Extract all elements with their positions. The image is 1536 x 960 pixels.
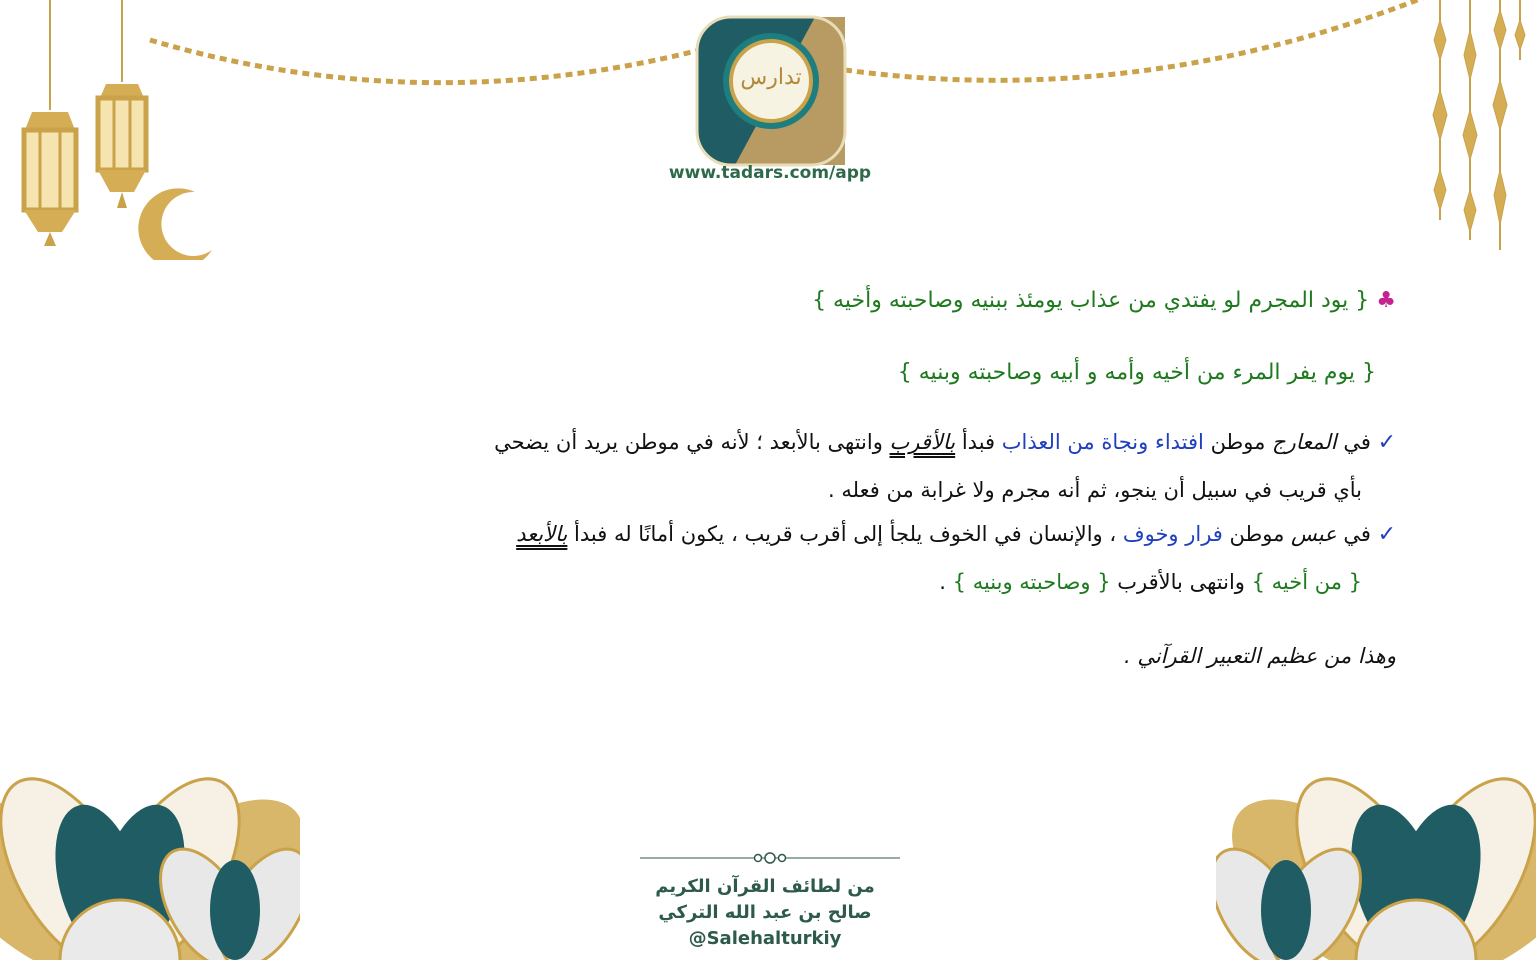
footer-handle[interactable]: @Salehalturkiy: [688, 928, 842, 949]
p2-text-e: ، والإنسان في الخوف يلجأ إلى أقرب قريب ، يكون أمانًا له فبدأ: [567, 522, 1123, 546]
p2-surah-name: عبس: [1291, 522, 1337, 546]
tadars-app-logo: [695, 15, 847, 167]
p2-text-a: في: [1336, 522, 1371, 546]
p2-emphasis: بالأبعد: [516, 522, 568, 546]
footer: [620, 874, 910, 952]
lantern-left-decoration: [0, 0, 230, 260]
p1-emphasis: بالأقرب: [889, 430, 956, 454]
check-mark-icon: ✓: [1377, 522, 1396, 547]
p2-text-c: موطن: [1222, 522, 1292, 546]
p1-highlight: افتداء ونجاة من العذاب: [1001, 430, 1204, 454]
p1-surah-name: المعارج: [1272, 430, 1337, 454]
closing-line: وهذا من عظيم التعبير القرآني .: [1123, 644, 1396, 668]
p2-verse-c: { وصاحبته وبنيه }: [952, 570, 1111, 594]
flower-ornament-left: [0, 750, 300, 960]
p1-text-g: وانتهى بالأبعد ؛ لأنه في موطن يريد أن يضحي: [494, 430, 890, 454]
footer-divider-ornament: [640, 848, 900, 868]
paragraph-1-line-2: بأي قريب في سبيل أن ينجو، ثم أنه مجرم ولا غرابة من فعله .: [828, 478, 1362, 502]
verse-2: { يوم يفر المرء من أخيه وأمه و أبيه وصاحبته وبنيه }: [897, 360, 1376, 385]
p2-text-d: .: [939, 570, 953, 594]
verse-1: { يود المجرم لو يفتدي من عذاب يومئذ ببنيه وصاحبته وأخيه }: [812, 288, 1370, 313]
hanging-chains-right-decoration: [1420, 0, 1536, 260]
app-url-link[interactable]: www.tadars.com/app: [668, 163, 872, 183]
footer-author: صالح بن عبد الله التركي: [658, 902, 872, 923]
paragraph-2-line-1: [516, 522, 1396, 547]
p1-text-a: في: [1336, 430, 1371, 454]
p2-highlight: فرار وخوف: [1122, 522, 1223, 546]
flower-ornament-right: [1216, 750, 1536, 960]
footer-line-1: من لطائف القرآن الكريم: [655, 876, 875, 897]
p2-verse-a: { من أخيه }: [1251, 570, 1362, 594]
paragraph-2-line-2: [939, 570, 1362, 594]
p1-text-e: فبدأ: [955, 430, 1002, 454]
paragraph-1-line-1: [494, 430, 1396, 455]
p1-text-c: موطن: [1203, 430, 1273, 454]
check-mark-icon: ✓: [1377, 430, 1396, 455]
logo-text: تدارس: [740, 65, 802, 90]
main-content: [160, 280, 1396, 700]
club-bullet-icon: ♣: [1376, 288, 1396, 313]
p2-text-b: وانتهى بالأقرب: [1110, 570, 1252, 594]
verse-1-line: [812, 288, 1396, 313]
